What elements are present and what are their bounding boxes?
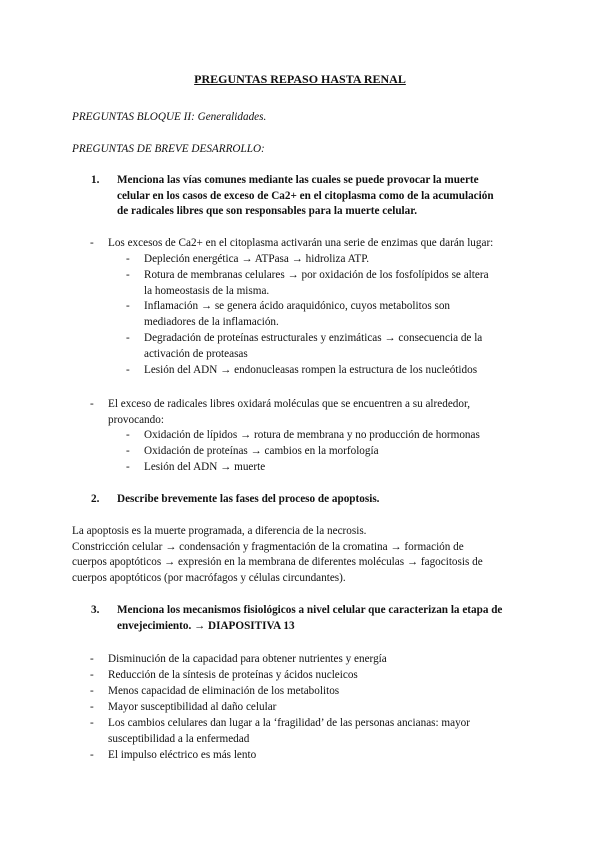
- list-item-text: Mayor susceptibilidad al daño celular: [108, 701, 277, 713]
- block-heading: PREGUNTAS BLOQUE II: Generalidades.: [72, 111, 267, 123]
- list-item-text: activación de proteasas: [144, 347, 248, 360]
- list-item: [126, 331, 483, 362]
- list-item: [126, 268, 489, 299]
- list-item: [126, 460, 266, 476]
- sub-marker: -: [126, 332, 130, 344]
- list-item: [90, 652, 387, 668]
- list-item-text: susceptibilidad a la enfermedad: [108, 732, 250, 745]
- list-item: [90, 700, 277, 716]
- list-item: [90, 716, 470, 747]
- dash-marker: -: [90, 717, 94, 729]
- sub-marker: -: [126, 269, 130, 281]
- sub-marker: -: [126, 300, 130, 312]
- list-item: [126, 428, 480, 444]
- list-item-text: mediadores de la inflamación.: [144, 315, 279, 328]
- dash-marker: -: [90, 653, 94, 665]
- answer-line: cuerpos apoptóticos (por macrófagos y células circundantes).: [72, 571, 346, 584]
- sub-marker: -: [126, 445, 130, 457]
- dash-marker: -: [90, 685, 94, 697]
- list-item-text: Lesión del ADN → muerte: [144, 461, 266, 473]
- dash-marker: -: [90, 237, 94, 249]
- sub-marker: -: [126, 429, 130, 441]
- list-item: [126, 444, 379, 460]
- question-number: 3.: [91, 604, 100, 616]
- list-item-text: la homeostasis de la misma.: [144, 284, 270, 297]
- list-item-text: Reducción de la síntesis de proteínas y ácidos nucleicos: [108, 669, 358, 681]
- list-item: [90, 668, 358, 684]
- list-item-text: Lesión del ADN → endonucleasas rompen la estructura de los nucleótidos: [144, 364, 478, 376]
- question-3: [91, 603, 527, 634]
- list-item: [90, 684, 340, 700]
- dash-marker: -: [90, 749, 94, 761]
- question-line: Menciona los mecanismos fisiológicos a nivel celular que caracterizan la etapa de: [117, 604, 503, 616]
- bullet-calcium: [90, 236, 494, 252]
- list-item: [90, 748, 257, 764]
- bullet-radicals: [90, 397, 471, 428]
- question-line: envejecimiento. → DIAPOSITIVA 13: [117, 619, 295, 632]
- question-line: celular en los casos de exceso de Ca2+ en el citoplasma como de la acumulación: [117, 189, 494, 202]
- sub-marker: -: [126, 253, 130, 265]
- dash-marker: -: [90, 701, 94, 713]
- list-item: [126, 299, 451, 330]
- list-item-text: Depleción energética → ATPasa → hidroliza ATP.: [144, 253, 370, 265]
- dash-marker: -: [90, 398, 94, 410]
- list-item-text: Oxidación de lípidos → rotura de membrana y no producción de hormonas: [144, 429, 480, 441]
- sub-marker: -: [126, 364, 130, 376]
- answer-line: cuerpos apoptóticos → expresión en la membrana de diferentes moléculas → fagocitosis de: [72, 556, 483, 568]
- answer-line: Constricción celular → condensación y fragmentación de la cromatina → formación de: [72, 540, 464, 553]
- section-heading: PREGUNTAS DE BREVE DESARROLLO:: [72, 143, 265, 155]
- bullet-text: El exceso de radicales libres oxidará moléculas que se encuentren a su alrededor,: [108, 398, 471, 410]
- list-item-text: Rotura de membranas celulares → por oxidación de los fosfolípidos se altera: [144, 269, 489, 281]
- list-item-text: Los cambios celulares dan lugar a la ‘fragilidad’ de las personas ancianas: mayor: [108, 717, 470, 729]
- question-2: [91, 492, 527, 508]
- answer-apoptosis: [72, 524, 532, 586]
- answer-line: La apoptosis es la muerte programada, a diferencia de la necrosis.: [72, 525, 367, 537]
- dash-marker: -: [90, 669, 94, 681]
- question-1: [91, 173, 527, 220]
- list-item-text: El impulso eléctrico es más lento: [108, 749, 257, 761]
- list-item-text: Menos capacidad de eliminación de los metabolitos: [108, 685, 340, 697]
- list-item-text: Inflamación → se genera ácido araquidónico, cuyos metabolitos son: [144, 300, 451, 312]
- list-item-text: Degradación de proteínas estructurales y enzimáticas → consecuencia de la: [144, 332, 483, 344]
- question-line: Describe brevemente las fases del proceso de apoptosis.: [117, 493, 380, 505]
- question-line: Menciona las vías comunes mediante las cuales se puede provocar la muerte: [117, 174, 479, 186]
- list-item: [126, 363, 478, 379]
- bullet-text: Los excesos de Ca2+ en el citoplasma activarán una serie de enzimas que darán lugar:: [108, 237, 494, 249]
- question-number: 1.: [91, 174, 100, 186]
- page-title: PREGUNTAS REPASO HASTA RENAL: [194, 72, 406, 86]
- bullet-text: provocando:: [108, 413, 164, 426]
- sub-marker: -: [126, 461, 130, 473]
- list-item: [126, 252, 370, 268]
- question-line: de radicales libres que son responsables para la muerte celular.: [117, 205, 417, 217]
- list-item-text: Disminución de la capacidad para obtener nutrientes y energía: [108, 653, 387, 665]
- question-number: 2.: [91, 493, 100, 505]
- list-item-text: Oxidación de proteínas → cambios en la morfología: [144, 445, 379, 457]
